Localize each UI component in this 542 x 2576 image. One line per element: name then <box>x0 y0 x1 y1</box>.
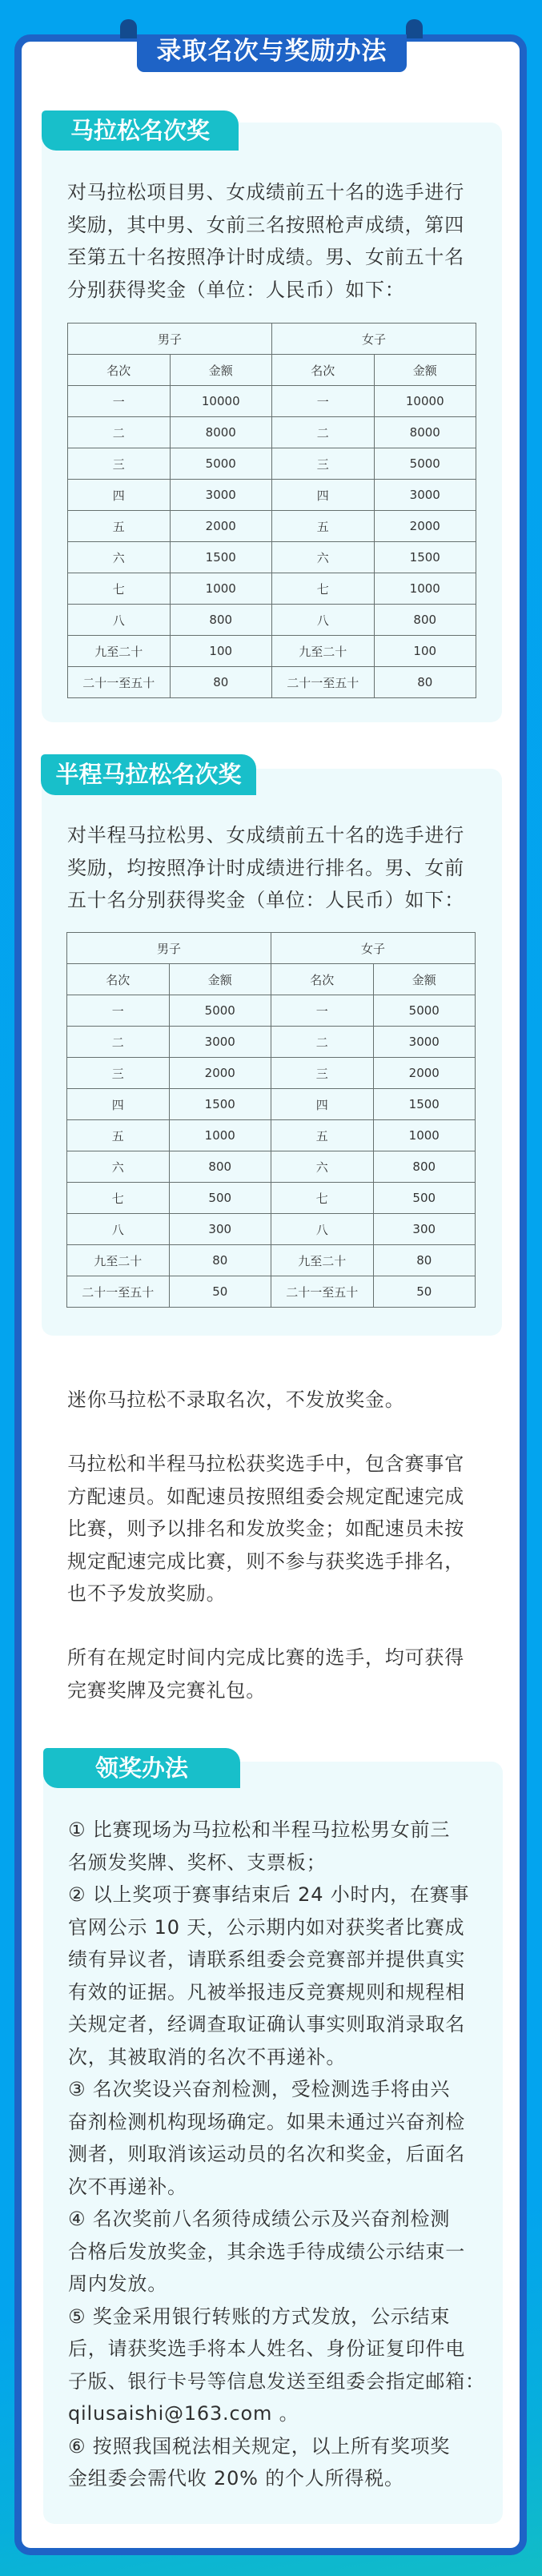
cell-amount: 3000 <box>169 1027 271 1058</box>
cell-rank: 七 <box>272 573 375 605</box>
text-line: 方配速员。如配速员按照组委会规定配速完成 <box>67 1485 464 1508</box>
ribbon-right-end <box>406 19 423 38</box>
cell-amount: 800 <box>374 605 476 636</box>
cell-rank: 八 <box>67 1214 170 1245</box>
cell-amount: 1500 <box>170 542 272 573</box>
cell-rank: 四 <box>68 480 171 511</box>
text-line: 至第五十名按照净计时成绩。男、女前五十名 <box>67 246 464 268</box>
cell-amount: 3000 <box>373 1027 476 1058</box>
cell-rank: 二十一至五十 <box>67 1276 170 1308</box>
table-row <box>68 480 476 511</box>
ribbon-left-end <box>120 19 137 38</box>
text-line: 奖励，其中男、女前三名按照枪声成绩，第四 <box>67 213 464 236</box>
column-header: 名次 <box>272 355 375 386</box>
text-line: ⑤ 奖金采用银行转账的方式发放，公示结束 <box>68 2305 451 2328</box>
marathon-section-tab: 马拉松名次奖 <box>42 111 239 151</box>
cell-rank: 九至二十 <box>272 636 375 667</box>
table-row <box>67 1183 476 1214</box>
cell-amount: 2000 <box>170 511 272 542</box>
cell-amount: 5000 <box>169 995 271 1027</box>
table-row <box>67 1027 476 1058</box>
group-women: 女子 <box>272 324 476 355</box>
cell-amount: 100 <box>170 636 272 667</box>
cell-rank: 一 <box>67 995 170 1027</box>
cell-amount: 1000 <box>169 1120 271 1151</box>
cell-amount: 300 <box>373 1214 476 1245</box>
table-row <box>67 1151 476 1183</box>
text-line: ③ 名次奖设兴奋剂检测，受检测选手将由兴 <box>68 2078 451 2100</box>
group-men: 男子 <box>68 324 272 355</box>
text-line: 完赛奖牌及完赛礼包。 <box>67 1678 266 1702</box>
table-row <box>68 386 476 417</box>
table-row <box>67 1276 476 1308</box>
cell-amount: 2000 <box>169 1058 271 1089</box>
cell-amount: 8000 <box>374 417 476 448</box>
table-group-header <box>68 324 476 355</box>
half-marathon-intro <box>67 819 464 917</box>
table-row <box>68 511 476 542</box>
cell-amount: 2000 <box>374 511 476 542</box>
marathon-prize-table <box>67 323 476 698</box>
cell-rank: 五 <box>271 1120 374 1151</box>
group-women: 女子 <box>271 933 476 964</box>
text-line: 子版、银行卡号等信息发送至组委会指定邮箱： <box>68 2369 485 2393</box>
text-line: 有效的证据。凡被举报违反竞赛规则和规程相 <box>68 1980 465 2003</box>
cell-rank: 四 <box>271 1089 374 1120</box>
text-line: 次，其被取消的名次不再递补。 <box>68 2045 347 2068</box>
text-line: ④ 名次奖前八名须待成绩公示及兴奋剂检测 <box>68 2208 451 2230</box>
table-row <box>68 636 476 667</box>
cell-amount: 800 <box>373 1151 476 1183</box>
cell-amount: 10000 <box>374 386 476 417</box>
cell-amount: 8000 <box>170 417 272 448</box>
text-line: 分别获得奖金（单位：人民币）如下： <box>67 278 405 301</box>
table-row <box>67 1089 476 1120</box>
cell-rank: 六 <box>67 1151 170 1183</box>
cell-amount: 1000 <box>374 573 476 605</box>
table-row <box>68 448 476 480</box>
column-header: 金额 <box>169 964 271 995</box>
table-row <box>67 1058 476 1089</box>
cell-amount: 3000 <box>374 480 476 511</box>
text-line: 也不予发放奖励。 <box>67 1582 227 1605</box>
table-row <box>68 667 476 698</box>
cell-rank: 四 <box>67 1089 170 1120</box>
cell-amount: 80 <box>374 667 476 698</box>
cell-rank: 四 <box>272 480 375 511</box>
cell-amount: 500 <box>373 1183 476 1214</box>
text-line: ① 比赛现场为马拉松和半程马拉松男女前三 <box>68 1818 451 1841</box>
table-row <box>67 1120 476 1151</box>
cell-rank: 五 <box>272 511 375 542</box>
cell-rank: 二 <box>271 1027 374 1058</box>
group-men: 男子 <box>67 933 271 964</box>
column-header: 名次 <box>67 964 170 995</box>
text-line: 五十名分别获得奖金（单位：人民币）如下： <box>67 889 464 911</box>
cell-amount: 100 <box>374 636 476 667</box>
text-line: 名颁发奖牌、奖杯、支票板； <box>68 1851 327 1874</box>
cell-amount: 800 <box>170 605 272 636</box>
cell-rank: 七 <box>68 573 171 605</box>
half-marathon-prize-table <box>66 932 476 1308</box>
claim-rules <box>68 1814 485 2495</box>
column-header: 名次 <box>271 964 374 995</box>
cell-rank: 九至二十 <box>68 636 171 667</box>
cell-rank: 八 <box>68 605 171 636</box>
cell-amount: 1500 <box>169 1089 271 1120</box>
cell-rank: 三 <box>67 1058 170 1089</box>
page-title: 录取名次与奖励办法 <box>137 34 407 72</box>
cell-rank: 九至二十 <box>67 1245 170 1276</box>
text-line: 奋剂检测机构现场确定。如果未通过兴奋剂检 <box>68 2110 465 2133</box>
text-line: 迷你马拉松不录取名次，不发放奖金。 <box>67 1388 405 1411</box>
column-header: 金额 <box>170 355 272 386</box>
cell-rank: 八 <box>271 1214 374 1245</box>
text-line: 关规定者，经调查取证确认事实则取消录取名 <box>68 2013 465 2035</box>
cell-rank: 三 <box>272 448 375 480</box>
cell-amount: 50 <box>169 1276 271 1308</box>
cell-rank: 二 <box>272 417 375 448</box>
text-line: 绩有异议者，请联系组委会竞赛部并提供真实 <box>68 1948 465 1971</box>
cell-amount: 10000 <box>170 386 272 417</box>
text-line: 比赛，则予以排名和发放奖金；如配速员未按 <box>67 1517 464 1540</box>
cell-rank: 二 <box>67 1027 170 1058</box>
cell-amount: 80 <box>169 1245 271 1276</box>
claim-section-tab: 领奖办法 <box>43 1748 240 1788</box>
text-line: 后，请获奖选手将本人姓名、身份证复印件电 <box>68 2337 465 2360</box>
cell-rank: 二十一至五十 <box>272 667 375 698</box>
cell-amount: 5000 <box>374 448 476 480</box>
table-group-header <box>67 933 476 964</box>
cell-amount: 5000 <box>373 995 476 1027</box>
cell-amount: 50 <box>373 1276 476 1308</box>
cell-amount: 800 <box>169 1151 271 1183</box>
cell-rank: 六 <box>271 1151 374 1183</box>
cell-amount: 80 <box>170 667 272 698</box>
column-header: 金额 <box>373 964 476 995</box>
text-line: 所有在规定时间内完成比赛的选手，均可获得 <box>67 1646 464 1669</box>
mini-marathon-note <box>67 1384 405 1417</box>
cell-rank: 七 <box>67 1183 170 1214</box>
text-line: 金组委会需代收 20% 的个人所得税。 <box>68 2467 404 2490</box>
email-line: qilusaishi@163.com 。 <box>68 2402 299 2425</box>
cell-rank: 二 <box>68 417 171 448</box>
cell-amount: 3000 <box>170 480 272 511</box>
cell-amount: 500 <box>169 1183 271 1214</box>
column-header: 金额 <box>374 355 476 386</box>
cell-rank: 二十一至五十 <box>68 667 171 698</box>
cell-rank: 一 <box>271 995 374 1027</box>
half-marathon-section-tab: 半程马拉松名次奖 <box>41 754 256 795</box>
cell-amount: 1000 <box>373 1120 476 1151</box>
cell-amount: 5000 <box>170 448 272 480</box>
text-line: 对半程马拉松男、女成绩前五十名的选手进行 <box>67 824 464 846</box>
pacer-note <box>67 1448 464 1610</box>
table-column-header <box>68 355 476 386</box>
text-line: 对马拉松项目男、女成绩前五十名的选手进行 <box>67 181 464 203</box>
text-line: ② 以上奖项于赛事结束后 24 小时内，在赛事 <box>68 1883 470 1906</box>
cell-amount: 80 <box>373 1245 476 1276</box>
cell-amount: 1000 <box>170 573 272 605</box>
table-row <box>67 995 476 1027</box>
cell-rank: 三 <box>68 448 171 480</box>
text-line: 马拉松和半程马拉松获奖选手中，包含赛事官 <box>67 1453 464 1475</box>
finisher-note <box>67 1642 464 1706</box>
cell-rank: 三 <box>271 1058 374 1089</box>
cell-rank: 一 <box>68 386 171 417</box>
cell-rank: 六 <box>272 542 375 573</box>
cell-rank: 一 <box>272 386 375 417</box>
table-row <box>68 605 476 636</box>
table-row <box>67 1214 476 1245</box>
cell-rank: 八 <box>272 605 375 636</box>
cell-rank: 五 <box>67 1120 170 1151</box>
cell-rank: 五 <box>68 511 171 542</box>
cell-amount: 2000 <box>373 1058 476 1089</box>
cell-amount: 1500 <box>374 542 476 573</box>
text-line: 周内发放。 <box>68 2273 167 2295</box>
cell-rank: 二十一至五十 <box>271 1276 374 1308</box>
column-header: 名次 <box>68 355 171 386</box>
text-line: 次不再递补。 <box>68 2175 187 2198</box>
cell-amount: 1500 <box>373 1089 476 1120</box>
marathon-intro <box>67 176 464 306</box>
table-row <box>67 1245 476 1276</box>
text-line: 规定配速完成比赛，则不参与获奖选手排名， <box>67 1549 464 1573</box>
table-row <box>68 417 476 448</box>
table-column-header <box>67 964 476 995</box>
text-line: ⑥ 按照我国税法相关规定，以上所有奖项奖 <box>68 2434 451 2457</box>
cell-rank: 六 <box>68 542 171 573</box>
cell-rank: 九至二十 <box>271 1245 374 1276</box>
text-line: 官网公示 10 天，公示期内如对获奖者比赛成 <box>68 1915 465 1939</box>
cell-amount: 300 <box>169 1214 271 1245</box>
table-row <box>68 573 476 605</box>
text-line: 测者，则取消该运动员的名次和奖金，后面名 <box>68 2143 465 2165</box>
cell-rank: 七 <box>271 1183 374 1214</box>
table-row <box>68 542 476 573</box>
text-line: 奖励，均按照净计时成绩进行排名。男、女前 <box>67 856 464 879</box>
text-line: 合格后发放奖金，其余选手待成绩公示结束一 <box>68 2240 465 2263</box>
